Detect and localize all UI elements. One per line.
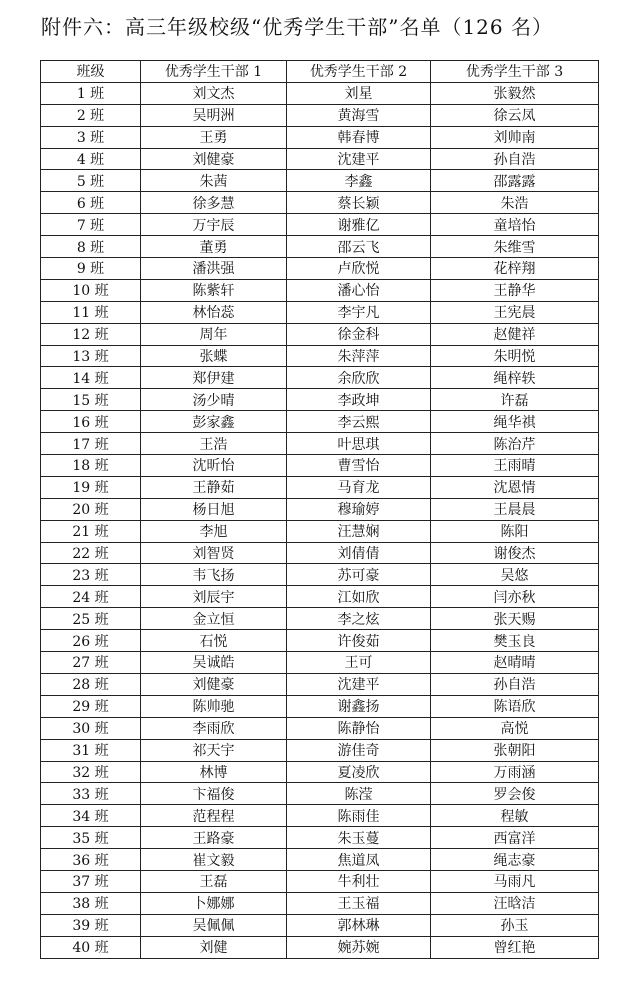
cadre-2-cell: 刘倩倩 bbox=[287, 542, 431, 564]
class-cell: 6 班 bbox=[41, 192, 141, 214]
class-cell: 9 班 bbox=[41, 258, 141, 280]
cadre-2-cell: 邵云飞 bbox=[287, 236, 431, 258]
class-cell: 3 班 bbox=[41, 126, 141, 148]
class-cell: 37 班 bbox=[41, 870, 141, 892]
cadre-2-cell: 郭林琳 bbox=[287, 914, 431, 936]
cadre-1-cell: 张蝶 bbox=[141, 345, 287, 367]
table-row bbox=[41, 805, 599, 827]
table-row bbox=[41, 126, 599, 148]
cadre-2-cell: 刘星 bbox=[287, 82, 431, 104]
class-cell: 19 班 bbox=[41, 476, 141, 498]
cadre-2-cell: 马育龙 bbox=[287, 476, 431, 498]
table-row bbox=[41, 192, 599, 214]
cadre-1-cell: 刘健豪 bbox=[141, 673, 287, 695]
table-row bbox=[41, 652, 599, 674]
class-cell: 25 班 bbox=[41, 608, 141, 630]
cadre-2-cell: 李之炫 bbox=[287, 608, 431, 630]
cadre-3-cell: 陈语欣 bbox=[431, 695, 599, 717]
cadre-2-cell: 黄海雪 bbox=[287, 104, 431, 126]
cadre-2-cell: 牛利壮 bbox=[287, 870, 431, 892]
cadre-3-cell: 童培怡 bbox=[431, 214, 599, 236]
cadre-3-cell: 陈阳 bbox=[431, 520, 599, 542]
table-row bbox=[41, 170, 599, 192]
cadre-1-cell: 董勇 bbox=[141, 236, 287, 258]
class-cell: 22 班 bbox=[41, 542, 141, 564]
cadre-3-cell: 孙自浩 bbox=[431, 673, 599, 695]
cadre-3-cell: 王晨晨 bbox=[431, 498, 599, 520]
table-row bbox=[41, 258, 599, 280]
cadre-2-cell: 许俊茹 bbox=[287, 630, 431, 652]
cadre-3-cell: 万雨涵 bbox=[431, 761, 599, 783]
cadre-3-cell: 张朝阳 bbox=[431, 739, 599, 761]
cadre-2-cell: 夏凌欣 bbox=[287, 761, 431, 783]
cadre-2-cell: 王可 bbox=[287, 652, 431, 674]
class-cell: 29 班 bbox=[41, 695, 141, 717]
cadre-1-cell: 石悦 bbox=[141, 630, 287, 652]
cadre-1-cell: 韦飞扬 bbox=[141, 564, 287, 586]
cadre-1-cell: 王路豪 bbox=[141, 827, 287, 849]
cadre-1-cell: 杨日旭 bbox=[141, 498, 287, 520]
table-row bbox=[41, 301, 599, 323]
class-cell: 31 班 bbox=[41, 739, 141, 761]
cadre-1-cell: 王浩 bbox=[141, 433, 287, 455]
table-row bbox=[41, 849, 599, 871]
table-row bbox=[41, 520, 599, 542]
class-cell: 33 班 bbox=[41, 783, 141, 805]
cadre-2-cell: 叶思琪 bbox=[287, 433, 431, 455]
cadre-2-cell: 潘心怡 bbox=[287, 279, 431, 301]
cadre-1-cell: 吴明洲 bbox=[141, 104, 287, 126]
class-cell: 16 班 bbox=[41, 411, 141, 433]
table-row bbox=[41, 717, 599, 739]
cadre-1-cell: 刘健 bbox=[141, 936, 287, 958]
cadre-1-cell: 崔文毅 bbox=[141, 849, 287, 871]
cadre-3-cell: 曾红艳 bbox=[431, 936, 599, 958]
cadre-1-cell: 林怡蕊 bbox=[141, 301, 287, 323]
cadre-1-cell: 汤少晴 bbox=[141, 389, 287, 411]
cadre-1-cell: 刘智贤 bbox=[141, 542, 287, 564]
class-cell: 12 班 bbox=[41, 323, 141, 345]
cadre-3-cell: 吴悠 bbox=[431, 564, 599, 586]
cadre-3-cell: 罗会俊 bbox=[431, 783, 599, 805]
cadre-3-cell: 花梓翔 bbox=[431, 258, 599, 280]
cadre-3-cell: 陈治芹 bbox=[431, 433, 599, 455]
cadre-2-cell: 李政坤 bbox=[287, 389, 431, 411]
cadre-1-cell: 万宇辰 bbox=[141, 214, 287, 236]
cadre-2-cell: 沈建平 bbox=[287, 148, 431, 170]
table-row bbox=[41, 673, 599, 695]
table-row bbox=[41, 148, 599, 170]
class-cell: 7 班 bbox=[41, 214, 141, 236]
cadre-3-cell: 汪晗洁 bbox=[431, 892, 599, 914]
class-cell: 13 班 bbox=[41, 345, 141, 367]
class-cell: 32 班 bbox=[41, 761, 141, 783]
cadre-3-cell: 朱明悦 bbox=[431, 345, 599, 367]
class-cell: 8 班 bbox=[41, 236, 141, 258]
cadre-2-cell: 李云熙 bbox=[287, 411, 431, 433]
cadre-2-cell: 徐金科 bbox=[287, 323, 431, 345]
class-cell: 26 班 bbox=[41, 630, 141, 652]
cadre-3-cell: 沈恩情 bbox=[431, 476, 599, 498]
class-cell: 18 班 bbox=[41, 455, 141, 477]
cadre-1-cell: 潘洪强 bbox=[141, 258, 287, 280]
table-row bbox=[41, 323, 599, 345]
class-cell: 30 班 bbox=[41, 717, 141, 739]
cadre-3-cell: 孙玉 bbox=[431, 914, 599, 936]
cadre-2-cell: 陈滢 bbox=[287, 783, 431, 805]
cadre-3-cell: 许磊 bbox=[431, 389, 599, 411]
table-row bbox=[41, 827, 599, 849]
cadre-1-cell: 郑伊建 bbox=[141, 367, 287, 389]
cadre-3-cell: 赵晴晴 bbox=[431, 652, 599, 674]
table-row bbox=[41, 914, 599, 936]
table-row bbox=[41, 433, 599, 455]
cadre-2-cell: 谢雅亿 bbox=[287, 214, 431, 236]
cadre-2-cell: 汪慧娴 bbox=[287, 520, 431, 542]
cadre-3-cell: 绳华祺 bbox=[431, 411, 599, 433]
cadre-2-cell: 婉苏婉 bbox=[287, 936, 431, 958]
cadre-1-cell: 周年 bbox=[141, 323, 287, 345]
class-cell: 40 班 bbox=[41, 936, 141, 958]
table-header-row bbox=[41, 61, 599, 83]
cadre-2-cell: 韩春博 bbox=[287, 126, 431, 148]
cadre-1-cell: 刘健豪 bbox=[141, 148, 287, 170]
header-cadre-3: 优秀学生干部 3 bbox=[431, 61, 599, 83]
cadre-2-cell: 游佳奇 bbox=[287, 739, 431, 761]
cadre-3-cell: 马雨凡 bbox=[431, 870, 599, 892]
cadre-1-cell: 林博 bbox=[141, 761, 287, 783]
class-cell: 23 班 bbox=[41, 564, 141, 586]
cadre-1-cell: 王静茹 bbox=[141, 476, 287, 498]
class-cell: 21 班 bbox=[41, 520, 141, 542]
cadre-1-cell: 卞福俊 bbox=[141, 783, 287, 805]
cadre-3-cell: 徐云凤 bbox=[431, 104, 599, 126]
cadre-2-cell: 李鑫 bbox=[287, 170, 431, 192]
cadre-2-cell: 李宇凡 bbox=[287, 301, 431, 323]
class-cell: 39 班 bbox=[41, 914, 141, 936]
table-row bbox=[41, 870, 599, 892]
cadre-1-cell: 刘辰宇 bbox=[141, 586, 287, 608]
cadre-roster-table bbox=[40, 60, 599, 959]
table-row bbox=[41, 936, 599, 958]
cadre-1-cell: 李雨欣 bbox=[141, 717, 287, 739]
cadre-1-cell: 彭家鑫 bbox=[141, 411, 287, 433]
cadre-3-cell: 朱浩 bbox=[431, 192, 599, 214]
class-cell: 27 班 bbox=[41, 652, 141, 674]
cadre-2-cell: 沈建平 bbox=[287, 673, 431, 695]
table-row bbox=[41, 411, 599, 433]
table-row bbox=[41, 564, 599, 586]
cadre-3-cell: 樊玉良 bbox=[431, 630, 599, 652]
table-row bbox=[41, 586, 599, 608]
cadre-3-cell: 刘帅南 bbox=[431, 126, 599, 148]
cadre-3-cell: 孙自浩 bbox=[431, 148, 599, 170]
class-cell: 36 班 bbox=[41, 849, 141, 871]
cadre-2-cell: 穆瑜婷 bbox=[287, 498, 431, 520]
class-cell: 24 班 bbox=[41, 586, 141, 608]
cadre-3-cell: 朱维雪 bbox=[431, 236, 599, 258]
table-row bbox=[41, 367, 599, 389]
cadre-1-cell: 刘文杰 bbox=[141, 82, 287, 104]
class-cell: 35 班 bbox=[41, 827, 141, 849]
cadre-3-cell: 程敏 bbox=[431, 805, 599, 827]
class-cell: 4 班 bbox=[41, 148, 141, 170]
class-cell: 1 班 bbox=[41, 82, 141, 104]
cadre-1-cell: 徐多慧 bbox=[141, 192, 287, 214]
class-cell: 15 班 bbox=[41, 389, 141, 411]
cadre-3-cell: 王宪晨 bbox=[431, 301, 599, 323]
table-row bbox=[41, 476, 599, 498]
header-class: 班级 bbox=[41, 61, 141, 83]
cadre-1-cell: 吴佩佩 bbox=[141, 914, 287, 936]
cadre-1-cell: 陈帅驰 bbox=[141, 695, 287, 717]
class-cell: 20 班 bbox=[41, 498, 141, 520]
cadre-3-cell: 张天赐 bbox=[431, 608, 599, 630]
cadre-1-cell: 卜娜娜 bbox=[141, 892, 287, 914]
cadre-1-cell: 王磊 bbox=[141, 870, 287, 892]
table-row bbox=[41, 739, 599, 761]
cadre-3-cell: 谢俊杰 bbox=[431, 542, 599, 564]
class-cell: 38 班 bbox=[41, 892, 141, 914]
table-row bbox=[41, 389, 599, 411]
cadre-2-cell: 焦道凤 bbox=[287, 849, 431, 871]
table-row bbox=[41, 455, 599, 477]
cadre-3-cell: 绳梓轶 bbox=[431, 367, 599, 389]
table-row bbox=[41, 214, 599, 236]
cadre-2-cell: 余欣欣 bbox=[287, 367, 431, 389]
class-cell: 10 班 bbox=[41, 279, 141, 301]
cadre-2-cell: 谢鑫扬 bbox=[287, 695, 431, 717]
cadre-2-cell: 江如欣 bbox=[287, 586, 431, 608]
class-cell: 17 班 bbox=[41, 433, 141, 455]
table-row bbox=[41, 498, 599, 520]
cadre-2-cell: 陈静怡 bbox=[287, 717, 431, 739]
cadre-1-cell: 祁天宇 bbox=[141, 739, 287, 761]
cadre-1-cell: 李旭 bbox=[141, 520, 287, 542]
table-row bbox=[41, 279, 599, 301]
cadre-3-cell: 赵健祥 bbox=[431, 323, 599, 345]
table-row bbox=[41, 236, 599, 258]
cadre-3-cell: 王雨晴 bbox=[431, 455, 599, 477]
table-row bbox=[41, 761, 599, 783]
cadre-3-cell: 邵露露 bbox=[431, 170, 599, 192]
table-row bbox=[41, 892, 599, 914]
table-row bbox=[41, 542, 599, 564]
cadre-1-cell: 沈昕怡 bbox=[141, 455, 287, 477]
table-row bbox=[41, 104, 599, 126]
cadre-1-cell: 吴诚皓 bbox=[141, 652, 287, 674]
table-body bbox=[41, 82, 599, 958]
cadre-1-cell: 朱茜 bbox=[141, 170, 287, 192]
cadre-3-cell: 西富洋 bbox=[431, 827, 599, 849]
cadre-1-cell: 王勇 bbox=[141, 126, 287, 148]
table-row bbox=[41, 345, 599, 367]
table-row bbox=[41, 783, 599, 805]
class-cell: 11 班 bbox=[41, 301, 141, 323]
class-cell: 34 班 bbox=[41, 805, 141, 827]
cadre-3-cell: 绳志豪 bbox=[431, 849, 599, 871]
header-cadre-2: 优秀学生干部 2 bbox=[287, 61, 431, 83]
class-cell: 2 班 bbox=[41, 104, 141, 126]
cadre-1-cell: 范程程 bbox=[141, 805, 287, 827]
cadre-2-cell: 蔡长颖 bbox=[287, 192, 431, 214]
table-row bbox=[41, 630, 599, 652]
table-row bbox=[41, 695, 599, 717]
page-title: 附件六：高三年级校级“优秀学生干部”名单（126 名） bbox=[41, 15, 553, 39]
cadre-3-cell: 闫亦秋 bbox=[431, 586, 599, 608]
header-cadre-1: 优秀学生干部 1 bbox=[141, 61, 287, 83]
cadre-1-cell: 金立恒 bbox=[141, 608, 287, 630]
cadre-2-cell: 朱玉蔓 bbox=[287, 827, 431, 849]
cadre-1-cell: 陈紫轩 bbox=[141, 279, 287, 301]
table-row bbox=[41, 82, 599, 104]
cadre-3-cell: 张毅然 bbox=[431, 82, 599, 104]
cadre-2-cell: 王玉福 bbox=[287, 892, 431, 914]
cadre-2-cell: 曹雪怡 bbox=[287, 455, 431, 477]
class-cell: 5 班 bbox=[41, 170, 141, 192]
cadre-2-cell: 朱萍萍 bbox=[287, 345, 431, 367]
cadre-3-cell: 高悦 bbox=[431, 717, 599, 739]
cadre-2-cell: 苏可豪 bbox=[287, 564, 431, 586]
table-row bbox=[41, 608, 599, 630]
class-cell: 28 班 bbox=[41, 673, 141, 695]
cadre-3-cell: 王静华 bbox=[431, 279, 599, 301]
cadre-2-cell: 陈雨佳 bbox=[287, 805, 431, 827]
cadre-2-cell: 卢欣悦 bbox=[287, 258, 431, 280]
class-cell: 14 班 bbox=[41, 367, 141, 389]
